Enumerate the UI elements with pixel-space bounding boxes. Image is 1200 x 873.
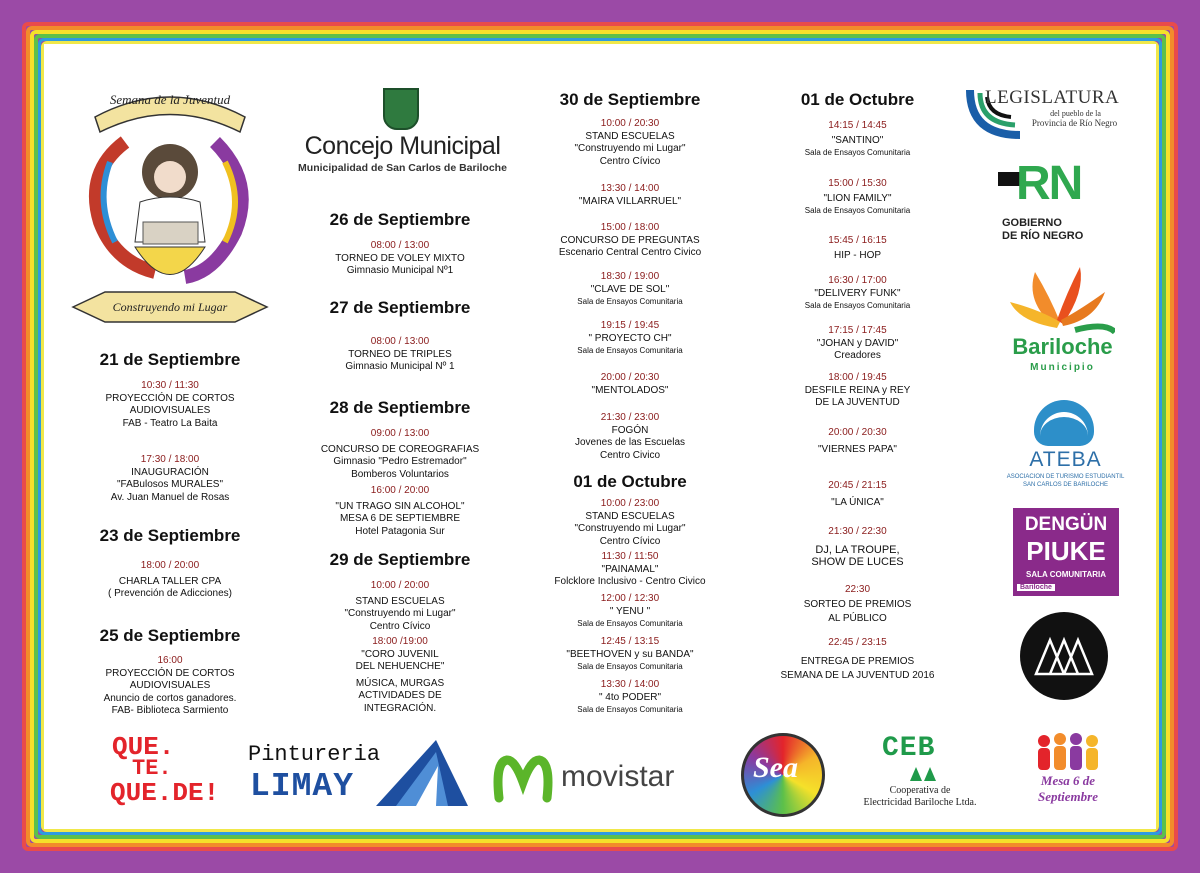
- quetequede-logo: [110, 732, 220, 810]
- quetequede-line2: TE.: [132, 756, 172, 781]
- event-time: 10:00 / 23:00: [600, 498, 660, 509]
- event-time: 13:30 / 14:00: [600, 679, 660, 690]
- event-item: [745, 120, 970, 160]
- legislatura-sub2: Provincia de Río Negro: [1031, 118, 1118, 128]
- event-item: [530, 636, 730, 674]
- ceb-trees-icon: [908, 765, 938, 783]
- event-item: [530, 372, 730, 397]
- event-time: 21:30 / 23:00: [600, 412, 660, 423]
- rn-mark: RN: [1016, 157, 1082, 210]
- concejo-title: Concejo Municipal: [304, 132, 501, 160]
- mesa6-logo: [1028, 733, 1108, 811]
- movistar-m-icon: [493, 752, 553, 804]
- concejo-logo: [295, 88, 510, 183]
- event-time: 16:00 / 20:00: [370, 485, 430, 496]
- rn-logo: [998, 157, 1108, 247]
- dengun-line3: SALA COMUNITARIA: [1026, 570, 1106, 579]
- event-item: [300, 485, 500, 538]
- bariloche-name: Bariloche: [1012, 334, 1113, 359]
- mesa6-people-icon: [1034, 733, 1102, 771]
- event-item: [530, 551, 730, 589]
- event-line: "MENTOLADOS": [591, 384, 669, 396]
- day-heading: 28 de Septiembre: [329, 398, 471, 417]
- event-item: [300, 580, 500, 633]
- event-line: "CLAVE DE SOL": [590, 283, 670, 295]
- event-time: 14:15 / 14:45: [828, 120, 887, 131]
- event-line: Centro Cívico: [599, 155, 661, 167]
- event-line: DJ, LA TROUPE,: [815, 543, 900, 556]
- event-line: ( Prevención de Adicciones): [108, 588, 232, 599]
- event-time: 22:45 / 23:15: [828, 637, 887, 648]
- event-line: "DELIVERY FUNK": [814, 287, 901, 299]
- day-heading: 29 de Septiembre: [329, 550, 471, 569]
- event-line: MESA 6 DE SEPTIEMBRE: [339, 513, 461, 524]
- event-line: FAB - Teatro La Baita: [122, 417, 218, 429]
- event-venue: Sala de Ensayos Comunitaria: [577, 297, 683, 306]
- event-line: MÚSICA, MURGAS: [355, 677, 445, 689]
- event-item: [745, 235, 970, 262]
- event-item: [300, 240, 500, 278]
- event-line: TORNEO DE VOLEY MIXTO: [335, 252, 465, 264]
- rn-line2: DE RÍO NEGRO: [1002, 230, 1084, 242]
- pintureria-triangle-icon: [376, 740, 468, 806]
- mountain-triangles-icon: [1034, 632, 1094, 677]
- pintureria-limay-logo: [248, 740, 468, 810]
- event-time: 20:45 / 21:15: [828, 480, 887, 491]
- event-line: "SANTINO": [831, 134, 884, 146]
- event-item: [530, 320, 730, 358]
- event-line: PROYECCIÓN DE CORTOS: [105, 392, 235, 404]
- event-time: 10:00 / 20:00: [370, 580, 430, 591]
- day-heading: 25 de Septiembre: [99, 626, 241, 645]
- event-item: [530, 593, 730, 631]
- event-time: 12:45 / 13:15: [600, 636, 660, 647]
- event-line: "JOHAN y DAVID": [816, 337, 899, 349]
- event-time: 21:30 / 22:30: [828, 526, 887, 537]
- event-venue: Sala de Ensayos Comunitaria: [577, 705, 683, 714]
- event-venue: Sala de Ensayos Comunitaria: [804, 148, 911, 157]
- ateba-logo: [998, 400, 1133, 500]
- event-line: AL PÚBLICO: [828, 613, 887, 624]
- event-time: 13:30 / 14:00: [600, 183, 660, 194]
- event-line: "MAIRA VILLARRUEL": [578, 195, 682, 207]
- event-time: 18:00 / 19:45: [828, 372, 887, 383]
- event-line: Anuncio de cortos ganadores.: [103, 692, 237, 704]
- event-line: Gimnasio Municipal Nº 1: [345, 361, 455, 372]
- event-item: [745, 526, 970, 569]
- event-item: [530, 118, 730, 168]
- event-line: " 4to PODER": [598, 691, 662, 703]
- event-line: Centro Cívico: [599, 535, 661, 547]
- event-line: PROYECCIÓN DE CORTOS: [105, 667, 235, 679]
- bariloche-sub: Municipio: [1030, 362, 1095, 373]
- day-heading: 01 de Octubre: [573, 472, 687, 491]
- event-line: "LA ÚNICA": [831, 496, 884, 508]
- day-heading: 21 de Septiembre: [99, 350, 241, 369]
- event-item: [745, 427, 970, 456]
- event-item: [530, 183, 730, 208]
- event-item: [745, 275, 970, 313]
- event-time: 18:00 /19:00: [372, 636, 428, 647]
- event-line: " PROYECTO CH": [588, 332, 672, 344]
- dengun-logo: [1013, 508, 1119, 596]
- quetequede-line1: QUE.: [112, 732, 175, 762]
- event-line: STAND ESCUELAS: [585, 510, 675, 522]
- event-item: [745, 178, 970, 218]
- event-line: Av. Juan Manuel de Rosas: [110, 491, 230, 503]
- event-line: Escenario Central Centro Civico: [558, 247, 702, 258]
- movistar-logo: [493, 752, 703, 804]
- mesa6-line1: Mesa 6 de: [1040, 773, 1096, 788]
- dengun-line1: DENGÜN: [1024, 514, 1108, 535]
- mesa6-line2: Septiembre: [1038, 789, 1098, 804]
- festival-logo-top-text: Semana de la Juventud: [109, 92, 231, 107]
- event-line: Bomberos Voluntarios: [351, 468, 449, 480]
- ateba-sub1: ASOCIACION DE TURISMO ESTUDIANTIL: [1006, 474, 1125, 480]
- concejo-subtitle: Municipalidad de San Carlos de Bariloche: [298, 162, 507, 174]
- event-line: CHARLA TALLER CPA: [118, 575, 222, 587]
- event-line: "PAINAMAL": [601, 563, 659, 575]
- event-time: 11:30 / 11:50: [601, 551, 659, 562]
- event-line: CONCURSO DE COREOGRAFIAS: [320, 443, 480, 455]
- ceb-line1: Cooperativa de: [889, 785, 951, 796]
- event-line: Jovenes de las Escuelas: [574, 437, 686, 448]
- event-time: 18:30 / 19:00: [600, 271, 660, 282]
- mountain-logo: [1020, 612, 1108, 700]
- event-time: 15:45 / 16:15: [828, 235, 887, 246]
- pintureria-line2: LIMAY: [250, 768, 355, 805]
- event-item: [300, 636, 500, 715]
- ceb-mark: CEB: [882, 733, 936, 764]
- event-time: 15:00 / 15:30: [828, 178, 887, 189]
- event-item: [745, 637, 970, 683]
- event-item: [300, 428, 500, 481]
- event-item: [300, 336, 500, 374]
- event-line: DEL NEHUENCHE": [355, 661, 445, 672]
- event-item: [745, 372, 970, 410]
- sea-name: Sea: [753, 751, 798, 784]
- event-item: [530, 498, 730, 548]
- event-line: "BEETHOVEN y su BANDA": [566, 648, 694, 660]
- event-venue: Sala de Ensayos Comunitaria: [804, 206, 911, 215]
- event-item: [70, 655, 270, 718]
- dengun-tag: Bariloche: [1017, 584, 1055, 591]
- event-item: [530, 222, 730, 260]
- event-time: 15:00 / 18:00: [600, 222, 660, 233]
- event-item: [745, 325, 970, 363]
- event-line: SEMANA DE LA JUVENTUD 2016: [780, 670, 935, 681]
- legislatura-title: LEGISLATURA: [985, 87, 1120, 108]
- quetequede-line3: QUE.DE!: [110, 778, 220, 808]
- event-time: 09:00 / 13:00: [370, 428, 430, 439]
- pintureria-line1: Pintureria: [248, 742, 381, 767]
- event-line: "LION FAMILY": [823, 192, 892, 204]
- event-item: [745, 584, 970, 626]
- event-venue: Sala de Ensayos Comunitaria: [804, 301, 911, 310]
- event-line: FAB- Biblioteca Sarmiento: [111, 705, 229, 716]
- event-time: 12:00 / 12:30: [600, 593, 660, 604]
- festival-logo: [65, 82, 275, 332]
- event-time: 10:00 / 20:30: [600, 118, 660, 129]
- event-item: [745, 480, 970, 509]
- event-venue: Sala de Ensayos Comunitaria: [577, 619, 683, 628]
- event-line: " YENU ": [609, 605, 651, 617]
- event-time: 08:00 / 13:00: [370, 336, 430, 347]
- event-item: [70, 454, 270, 504]
- event-line: Creadores: [834, 350, 881, 361]
- event-line: "Construyendo mi Lugar": [574, 523, 686, 534]
- ceb-logo: [850, 733, 990, 813]
- event-item: [530, 271, 730, 309]
- event-line: ACTIVIDADES DE: [358, 690, 442, 701]
- ceb-line2: Electricidad Bariloche Ltda.: [863, 797, 977, 808]
- event-time: 20:00 / 20:30: [600, 372, 660, 383]
- festival-illustration: [65, 82, 275, 332]
- event-line: FOGÓN: [611, 424, 649, 436]
- event-line: CONCURSO DE PREGUNTAS: [560, 234, 700, 246]
- event-line: INAUGURACIÓN: [131, 466, 209, 478]
- event-line: SORTEO DE PREMIOS: [803, 598, 912, 610]
- event-item: [70, 380, 270, 430]
- event-venue: Sala de Ensayos Comunitaria: [577, 346, 683, 355]
- movistar-name: movistar: [561, 760, 675, 793]
- event-line: "CORO JUVENIL: [361, 648, 439, 660]
- ateba-name: ATEBA: [1029, 448, 1102, 471]
- event-time: 16:30 / 17:00: [828, 275, 887, 286]
- dengun-line2: PIUKE: [1026, 536, 1106, 566]
- event-time: 22:30: [844, 584, 871, 595]
- ateba-sub2: SAN CARLOS DE BARILOCHE: [1022, 482, 1109, 488]
- event-line: Gimnasio "Pedro Estremador": [333, 456, 467, 467]
- event-time: 16:00: [157, 655, 183, 666]
- event-item: [70, 560, 270, 601]
- event-line: HIP - HOP: [833, 249, 882, 261]
- event-line: STAND ESCUELAS: [585, 130, 675, 142]
- day-heading: 01 de Octubre: [800, 90, 915, 109]
- event-line: AUDIOVISUALES: [129, 680, 211, 691]
- event-line: AUDIOVISUALES: [129, 405, 211, 416]
- event-time: 08:00 / 13:00: [370, 240, 430, 251]
- event-line: DE LA JUVENTUD: [815, 397, 900, 408]
- event-line: "VIERNES PAPA": [818, 443, 897, 455]
- event-line: STAND ESCUELAS: [355, 595, 445, 607]
- event-time: 20:00 / 20:30: [828, 427, 887, 438]
- festival-logo-bottom-text: Construyendo mi Lugar: [112, 300, 228, 314]
- event-line: SHOW DE LUCES: [811, 556, 904, 568]
- concejo-shield-icon: [383, 88, 419, 130]
- event-line: "UN TRAGO SIN ALCOHOL": [335, 500, 465, 512]
- day-heading: 27 de Septiembre: [329, 298, 471, 317]
- event-line: TORNEO DE TRIPLES: [348, 348, 452, 360]
- event-line: "Construyendo mi Lugar": [574, 143, 686, 154]
- sea-logo: [733, 725, 829, 821]
- legislatura-logo: [965, 85, 1130, 145]
- event-time: 17:30 / 18:00: [140, 454, 200, 465]
- legislatura-sub1: del pueblo de la: [1050, 109, 1101, 118]
- bariloche-logo: [1000, 262, 1130, 382]
- rn-line1: GOBIERNO: [1002, 217, 1062, 229]
- event-line: INTEGRACIÓN.: [363, 702, 437, 714]
- event-time: 18:00 / 20:00: [140, 560, 200, 571]
- event-venue: Sala de Ensayos Comunitaria: [577, 662, 683, 671]
- event-time: 17:15 / 17:45: [828, 325, 887, 336]
- event-time: 19:15 / 19:45: [600, 320, 660, 331]
- bariloche-flower-icon: [1005, 262, 1115, 334]
- event-line: "Construyendo mi Lugar": [344, 608, 456, 619]
- day-heading: 30 de Septiembre: [559, 90, 701, 109]
- event-line: Folcklore Inclusivo - Centro Civico: [554, 576, 706, 587]
- event-line: ENTREGA DE PREMIOS: [800, 655, 915, 667]
- event-line: "FABulosos MURALES": [116, 479, 224, 490]
- event-item: [530, 679, 730, 717]
- event-time: 10:30 / 11:30: [141, 380, 199, 391]
- day-heading: 26 de Septiembre: [329, 210, 471, 229]
- event-item: [530, 412, 730, 462]
- event-line: Hotel Patagonia Sur: [355, 525, 445, 537]
- event-line: DESFILE REINA y REY: [804, 384, 911, 396]
- event-line: Centro Cívico: [369, 620, 431, 632]
- day-heading: 23 de Septiembre: [99, 526, 241, 545]
- event-line: Centro Civico: [599, 449, 661, 461]
- event-line: Gimnasio Municipal Nº1: [346, 265, 454, 276]
